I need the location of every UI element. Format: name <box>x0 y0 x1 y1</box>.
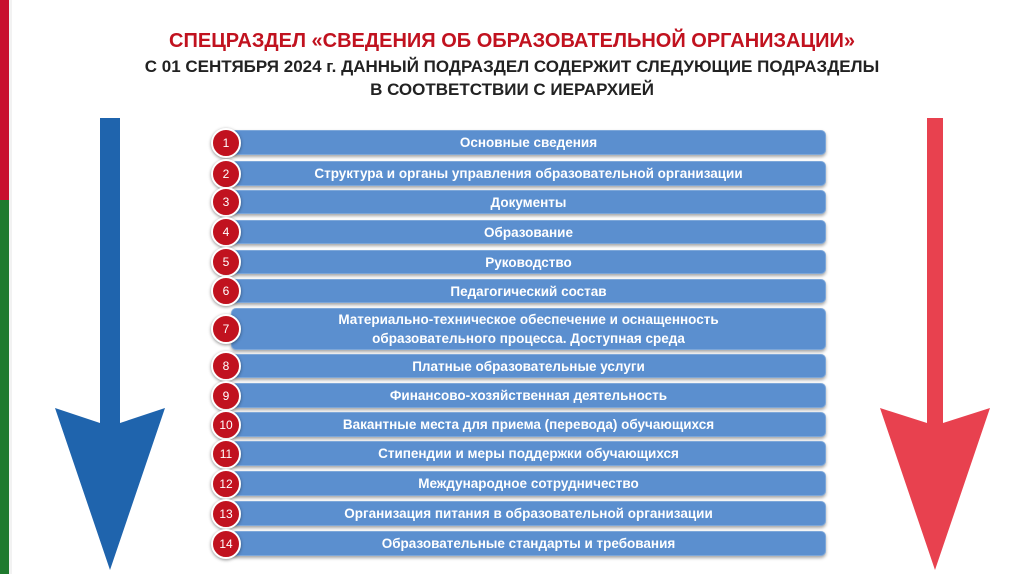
item-number-badge: 10 <box>211 410 241 440</box>
item-label: Вакантные места для приема (перевода) обучающихся <box>231 412 826 437</box>
item-number-badge: 4 <box>211 217 241 247</box>
list-item[interactable] <box>211 354 826 378</box>
item-number-badge: 11 <box>211 439 241 469</box>
item-number-badge: 14 <box>211 529 241 559</box>
list-item[interactable] <box>211 441 826 466</box>
item-label: Педагогический состав <box>231 279 826 303</box>
list-item[interactable] <box>211 412 826 437</box>
item-number-badge: 2 <box>211 159 241 189</box>
list-item[interactable] <box>211 220 826 244</box>
item-label: Организация питания в образовательной организации <box>231 501 826 526</box>
list-item[interactable] <box>211 190 826 214</box>
item-number-badge: 6 <box>211 276 241 306</box>
item-label: Руководство <box>231 250 826 274</box>
list-item[interactable] <box>211 471 826 496</box>
item-label: Международное сотрудничество <box>231 471 826 496</box>
item-number-badge: 5 <box>211 247 241 277</box>
item-number-badge: 8 <box>211 351 241 381</box>
list-item[interactable] <box>211 531 826 556</box>
list-item[interactable] <box>211 161 826 186</box>
item-number-badge: 1 <box>211 128 241 158</box>
title-line-3: В СООТВЕТСТВИИ С ИЕРАРХИЕЙ <box>370 80 654 99</box>
item-label: Образовательные стандарты и требования <box>231 531 826 556</box>
item-label: Основные сведения <box>231 130 826 155</box>
list-item[interactable] <box>211 250 826 274</box>
item-label-line-1: Материально-техническое обеспечение и оснащенность <box>338 312 719 327</box>
item-number-badge: 3 <box>211 187 241 217</box>
item-label: Платные образовательные услуги <box>231 354 826 378</box>
item-number-badge: 13 <box>211 499 241 529</box>
item-label: Образование <box>231 220 826 244</box>
list-item[interactable] <box>211 501 826 526</box>
item-label-line-2: образовательного процесса. Доступная среда <box>372 331 685 346</box>
list-item[interactable] <box>211 279 826 303</box>
item-label: Стипендии и меры поддержки обучающихся <box>231 441 826 466</box>
item-number-badge: 9 <box>211 381 241 411</box>
title-line-1: СПЕЦРАЗДЕЛ «СВЕДЕНИЯ ОБ ОБРАЗОВАТЕЛЬНОЙ ОРГАНИЗАЦИИ» <box>169 30 855 52</box>
title-line-2: С 01 СЕНТЯБРЯ 2024 г. ДАННЫЙ ПОДРАЗДЕЛ СОДЕРЖИТ СЛЕДУЮЩИЕ ПОДРАЗДЕЛЫ <box>144 57 880 76</box>
list-item[interactable] <box>211 130 826 155</box>
item-number-badge: 7 <box>211 314 241 344</box>
item-label <box>231 308 826 350</box>
item-label: Документы <box>231 190 826 214</box>
list-item[interactable] <box>211 308 826 350</box>
item-number-badge: 12 <box>211 469 241 499</box>
item-label: Структура и органы управления образовательной организации <box>231 161 826 186</box>
item-label: Финансово-хозяйственная деятельность <box>231 383 826 408</box>
list-item[interactable] <box>211 383 826 408</box>
